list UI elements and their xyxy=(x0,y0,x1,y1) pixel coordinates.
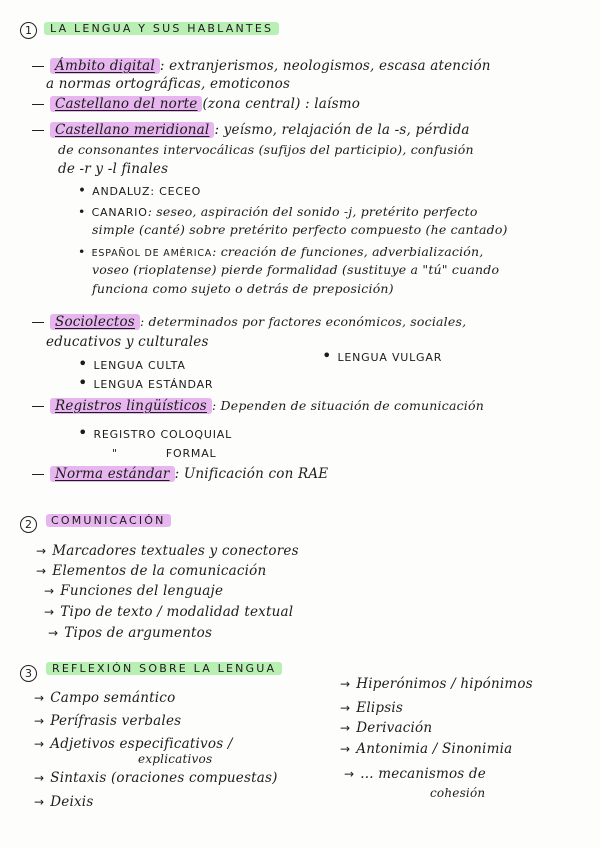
ambito-text: : extranjerismos, neologismos, escasa atención xyxy=(159,58,491,74)
registro-coloquial-item xyxy=(78,423,232,442)
section-2-item-label: Elementos de la comunicación xyxy=(52,563,267,579)
arrow-right-icon: → xyxy=(340,721,351,735)
andaluz-line xyxy=(78,183,201,199)
section-2-item xyxy=(44,583,223,599)
registros-line xyxy=(32,398,484,414)
section-1-title-text: LA LENGUA Y SUS HABLANTES xyxy=(44,22,279,35)
section-2-title xyxy=(46,514,171,527)
section-2-item xyxy=(44,604,293,620)
section-3-right-label-cont: cohesión xyxy=(430,786,486,800)
registros-label: Registros lingüísticos xyxy=(50,398,212,414)
section-3-right-item xyxy=(344,766,486,782)
section-3-left-item xyxy=(34,690,175,706)
section-3-left-item xyxy=(34,770,278,786)
arrow-right-icon: → xyxy=(34,691,45,705)
castellano-norte-label: Castellano del norte xyxy=(50,96,202,112)
registros-text: : Dependen de situación de comunicación xyxy=(211,398,484,413)
andaluz-text: : CECEO xyxy=(150,185,202,198)
arrow-right-icon: → xyxy=(34,795,45,809)
section-3-left-label: Deixis xyxy=(50,794,94,810)
dash-icon xyxy=(32,66,44,68)
arrow-right-icon: → xyxy=(34,714,45,728)
sociolectos-line xyxy=(32,314,466,330)
bullet-icon: • xyxy=(78,204,86,219)
section-3-right-item xyxy=(340,720,432,736)
canario-label: CANARIO xyxy=(91,206,148,219)
ambito-label: Ámbito digital xyxy=(50,58,160,74)
lengua-culta: LENGUA CULTA xyxy=(93,359,186,372)
section-2-item xyxy=(48,625,212,641)
arrow-right-icon: → xyxy=(44,605,55,619)
lengua-estandar: LENGUA ESTÁNDAR xyxy=(93,378,214,391)
section-3-number: 3 xyxy=(20,665,37,682)
bullet-icon: • xyxy=(78,373,88,392)
bullet-icon: • xyxy=(322,346,332,365)
section-3-left-label-cont: explicativos xyxy=(138,752,213,766)
canario-line xyxy=(78,204,478,219)
castellano-norte-text: (zona central) : laísmo xyxy=(202,96,361,112)
castellano-norte-line xyxy=(32,96,360,112)
section-2-item xyxy=(36,543,299,559)
lengua-estandar-item xyxy=(78,373,213,392)
castellano-meridional-label: Castellano meridional xyxy=(50,122,214,138)
america-label: ESPAÑOL DE AMÉRICA xyxy=(91,248,213,259)
dash-icon xyxy=(32,104,44,106)
castellano-meridional-text-3: de -r y -l finales xyxy=(58,161,169,177)
america-text: : creación de funciones, adverbialización, xyxy=(212,244,484,259)
section-3-right-label: Elipsis xyxy=(356,700,403,716)
section-2-item-label: Tipo de texto / modalidad textual xyxy=(60,604,294,620)
sociolectos-label: Sociolectos xyxy=(50,314,140,330)
canario-text: : seseo, aspiración del sonido -j, pretérito perfecto xyxy=(147,204,478,219)
section-1-number: 1 xyxy=(20,22,37,39)
arrow-right-icon: → xyxy=(48,626,59,640)
bullet-icon: • xyxy=(78,354,88,373)
arrow-right-icon: → xyxy=(344,767,355,781)
norma-line xyxy=(32,466,328,482)
norma-label: Norma estándar xyxy=(50,466,175,482)
arrow-right-icon: → xyxy=(34,737,45,751)
ambito-text-2: a normas ortográficas, emoticonos xyxy=(46,76,291,92)
castellano-meridional-text-2: de consonantes intervocálicas (sufijos del participio), confusión xyxy=(58,142,474,157)
arrow-right-icon: → xyxy=(340,701,351,715)
lengua-culta-item xyxy=(78,354,186,373)
castellano-meridional-line xyxy=(32,122,470,138)
bullet-icon: • xyxy=(78,244,86,259)
section-1-title xyxy=(44,22,279,35)
section-3-left-item xyxy=(34,794,93,810)
section-3-left-label: Perífrasis verbales xyxy=(50,713,182,729)
section-3-left-label: Sintaxis (oraciones compuestas) xyxy=(50,770,278,786)
lengua-vulgar: LENGUA VULGAR xyxy=(337,351,443,364)
arrow-right-icon: → xyxy=(36,564,47,578)
section-2-item-label: Tipos de argumentos xyxy=(64,625,213,641)
dash-icon xyxy=(32,322,44,324)
arrow-right-icon: → xyxy=(44,584,55,598)
section-3-right-label: ... mecanismos de xyxy=(360,766,486,782)
section-3-right-item xyxy=(340,741,512,757)
section-2-item xyxy=(36,563,266,579)
arrow-right-icon: → xyxy=(340,742,351,756)
registro-coloquial: REGISTRO COLOQUIAL xyxy=(93,428,233,441)
section-3-left-item xyxy=(34,736,233,752)
dash-icon xyxy=(32,130,44,132)
canario-text-2: simple (canté) sobre pretérito perfecto compuesto (he cantado) xyxy=(92,222,508,237)
section-3-left-item xyxy=(34,713,181,729)
section-3-right-item xyxy=(340,700,403,716)
section-3-right-label: Hiperónimos / hipónimos xyxy=(356,676,533,692)
formal: FORMAL xyxy=(165,447,217,460)
arrow-right-icon: → xyxy=(340,677,351,691)
andaluz-label: ANDALUZ xyxy=(92,185,151,198)
castellano-meridional-text: : yeísmo, relajación de la -s, pérdida xyxy=(214,122,470,138)
sociolectos-text-2: educativos y culturales xyxy=(46,334,209,350)
section-3-right-label: Derivación xyxy=(356,720,433,736)
section-3-title-text: REFLEXIÓN SOBRE LA LENGUA xyxy=(46,662,282,675)
ditto-mark: " xyxy=(112,447,118,460)
section-2-number: 2 xyxy=(20,516,37,533)
lengua-vulgar-item xyxy=(322,346,442,365)
section-3-right-item xyxy=(340,676,533,692)
bullet-icon: • xyxy=(78,423,88,442)
ambito-line xyxy=(32,58,491,74)
arrow-right-icon: → xyxy=(34,771,45,785)
section-3-title xyxy=(46,662,282,675)
norma-text: : Unificación con RAE xyxy=(174,466,329,482)
america-text-2: voseo (rioplatense) pierde formalidad (sustituye a "tú" cuando xyxy=(92,262,500,277)
america-line xyxy=(78,244,483,259)
section-3-left-label: Campo semántico xyxy=(50,690,176,706)
dash-icon xyxy=(32,474,44,476)
dash-icon xyxy=(32,406,44,408)
section-2-item-label: Funciones del lenguaje xyxy=(60,583,224,599)
section-2-title-text: COMUNICACIÓN xyxy=(46,514,171,527)
section-2-item-label: Marcadores textuales y conectores xyxy=(52,543,299,559)
section-3-right-label: Antonimia / Sinonimia xyxy=(356,741,513,757)
formal-item xyxy=(112,442,216,461)
arrow-right-icon: → xyxy=(36,544,47,558)
bullet-icon: • xyxy=(78,183,87,199)
section-3-left-label: Adjetivos especificativos / xyxy=(50,736,233,752)
america-text-3: funciona como sujeto o detrás de preposición) xyxy=(92,281,394,296)
sociolectos-text: : determinados por factores económicos, sociales, xyxy=(139,314,467,329)
